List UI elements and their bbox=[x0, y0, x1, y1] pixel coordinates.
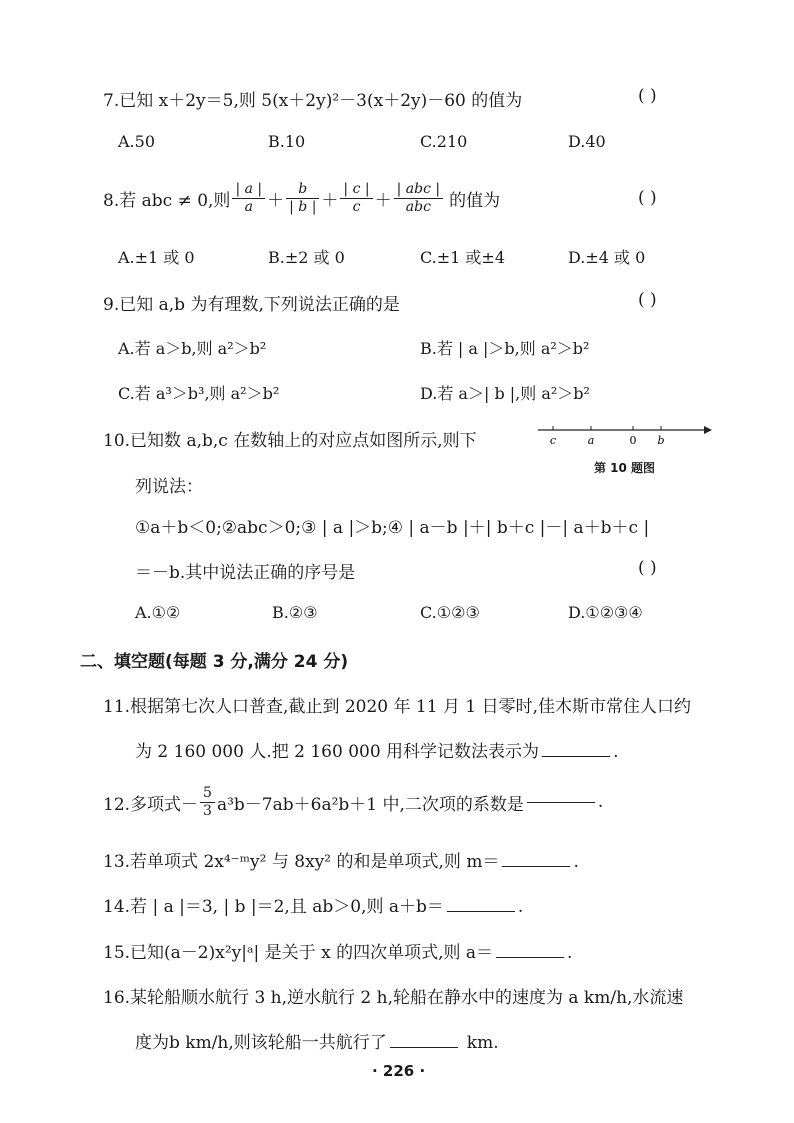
q8-frac2-num: b bbox=[286, 181, 319, 199]
q12-rest: a³b－7ab＋6a²b＋1 中,二次项的系数是 bbox=[216, 794, 524, 815]
q8-option-a: A.±1 或 0 bbox=[118, 248, 195, 267]
q9-option-b: B.若 | a |＞b,则 a²＞b² bbox=[420, 339, 590, 358]
number-line-arrow bbox=[704, 426, 712, 434]
q10-option-d: D.①②③④ bbox=[568, 603, 643, 622]
question-7-answer-paren: ( ) bbox=[638, 86, 657, 106]
axis-label-c: c bbox=[549, 434, 557, 447]
q11-answer-blank bbox=[542, 755, 610, 757]
q12-end: . bbox=[597, 792, 604, 812]
question-12-text bbox=[103, 780, 603, 824]
q14-end: . bbox=[517, 897, 524, 917]
q12-answer-blank bbox=[527, 801, 595, 803]
q12-prefix: 12.多项式－ bbox=[103, 794, 199, 815]
q8-prefix: 8.若 abc ≠ 0,则 bbox=[103, 190, 231, 211]
q16-body: 度为b km/h,则该轮船一共航行了 bbox=[135, 1033, 387, 1053]
number-line-figure bbox=[536, 420, 714, 450]
question-8-text bbox=[103, 176, 500, 220]
q8-option-c: C.±1 或±4 bbox=[420, 248, 506, 267]
q8-fraction-4 bbox=[394, 181, 443, 216]
q7-option-b: B.10 bbox=[268, 132, 306, 151]
q8-plus-3: ＋ bbox=[374, 190, 392, 211]
question-15-text bbox=[103, 938, 572, 963]
q8-frac4-num: | abc | bbox=[394, 181, 443, 199]
q8-fraction-2 bbox=[286, 181, 319, 216]
q12-frac-den: 3 bbox=[203, 802, 212, 819]
q8-plus-1: ＋ bbox=[267, 190, 285, 211]
question-11-line-2 bbox=[135, 737, 618, 762]
q8-frac4-den: abc bbox=[405, 198, 431, 215]
question-10-answer-paren: ( ) bbox=[638, 558, 657, 578]
question-10-line-4: ＝－b.其中说法正确的序号是 bbox=[135, 563, 356, 583]
q13-end: . bbox=[573, 852, 579, 872]
question-16-line-2 bbox=[135, 1028, 499, 1053]
q8-suffix: 的值为 bbox=[449, 190, 501, 211]
q8-frac3-num: | c | bbox=[340, 181, 372, 199]
q8-frac3-den: c bbox=[352, 198, 361, 215]
q8-plus-2: ＋ bbox=[321, 190, 339, 211]
page-number: · 226 · bbox=[372, 1062, 426, 1080]
axis-label-b: b bbox=[657, 434, 665, 447]
q15-body: 15.已知(a－2)x²y|ᵃ| 是关于 x 的四次单项式,则 a＝ bbox=[103, 943, 494, 963]
q7-option-a: A.50 bbox=[118, 132, 155, 151]
q14-answer-blank bbox=[447, 910, 515, 912]
question-10-line-3: ①a＋b＜0;②abc＞0;③ | a |＞b;④ | a－b |＋| b＋c |－| a＋b＋c | bbox=[135, 518, 650, 538]
q10-option-c: C.①②③ bbox=[420, 603, 480, 622]
q8-frac1-den: a bbox=[244, 198, 253, 215]
q14-body: 14.若 | a |＝3, | b |＝2,且 ab＞0,则 a＋b＝ bbox=[103, 897, 444, 917]
question-7-text: 7.已知 x＋2y＝5,则 5(x＋2y)²－3(x＋2y)－60 的值为 bbox=[103, 91, 523, 111]
question-10-line-2: 列说法： bbox=[135, 477, 203, 497]
q9-option-c: C.若 a³＞b³,则 a²＞b² bbox=[118, 384, 280, 403]
question-9-answer-paren: ( ) bbox=[638, 290, 657, 310]
q8-fraction-1 bbox=[232, 181, 265, 216]
question-9-text: 9.已知 a,b 为有理数,下列说法正确的是 bbox=[103, 295, 400, 315]
question-13-text bbox=[103, 847, 579, 872]
q12-frac-num: 5 bbox=[200, 785, 215, 803]
q9-option-a: A.若 a＞b,则 a²＞b² bbox=[118, 339, 267, 358]
q8-frac2-den: | b | bbox=[289, 198, 317, 215]
q16-answer-blank bbox=[390, 1046, 458, 1048]
q8-frac1-num: | a | bbox=[232, 181, 265, 199]
q8-fraction-3 bbox=[340, 181, 372, 216]
q13-answer-blank bbox=[502, 865, 570, 867]
question-14-text bbox=[103, 892, 523, 917]
q15-end: . bbox=[567, 943, 573, 963]
question-11-line-1: 11.根据第七次人口普查,截止到 2020 年 11 月 1 日零时,佳木斯市常住人口约 bbox=[103, 697, 691, 717]
q15-answer-blank bbox=[496, 956, 564, 958]
q7-option-d: D.40 bbox=[568, 132, 606, 151]
q8-option-d: D.±4 或 0 bbox=[568, 248, 646, 267]
q11-text: 为 2 160 000 人.把 2 160 000 用科学记数法表示为 bbox=[135, 742, 540, 762]
question-10-line-1: 10.已知数 a,b,c 在数轴上的对应点如图所示,则下 bbox=[103, 431, 477, 451]
q8-option-b: B.±2 或 0 bbox=[268, 248, 345, 267]
figure-10-caption: 第 10 题图 bbox=[594, 461, 656, 475]
q11-end: . bbox=[613, 742, 619, 762]
axis-label-zero: 0 bbox=[629, 434, 637, 447]
q9-option-d: D.若 a＞| b |,则 a²＞b² bbox=[420, 384, 590, 403]
q13-body: 13.若单项式 2x⁴⁻ᵐy² 与 8xy² 的和是单项式,则 m＝ bbox=[103, 852, 500, 872]
question-8-answer-paren: ( ) bbox=[638, 188, 657, 208]
q10-option-b: B.②③ bbox=[272, 603, 318, 622]
q7-option-c: C.210 bbox=[420, 132, 468, 151]
section-2-heading: 二、填空题(每题 3 分,满分 24 分) bbox=[80, 652, 349, 672]
q12-fraction bbox=[200, 785, 215, 820]
axis-label-a: a bbox=[587, 434, 595, 447]
q10-option-a: A.①② bbox=[135, 603, 181, 622]
question-16-line-1: 16.某轮船顺水航行 3 h,逆水航行 2 h,轮船在静水中的速度为 a km/h,水流速 bbox=[103, 988, 684, 1008]
q16-end: km. bbox=[466, 1033, 499, 1053]
